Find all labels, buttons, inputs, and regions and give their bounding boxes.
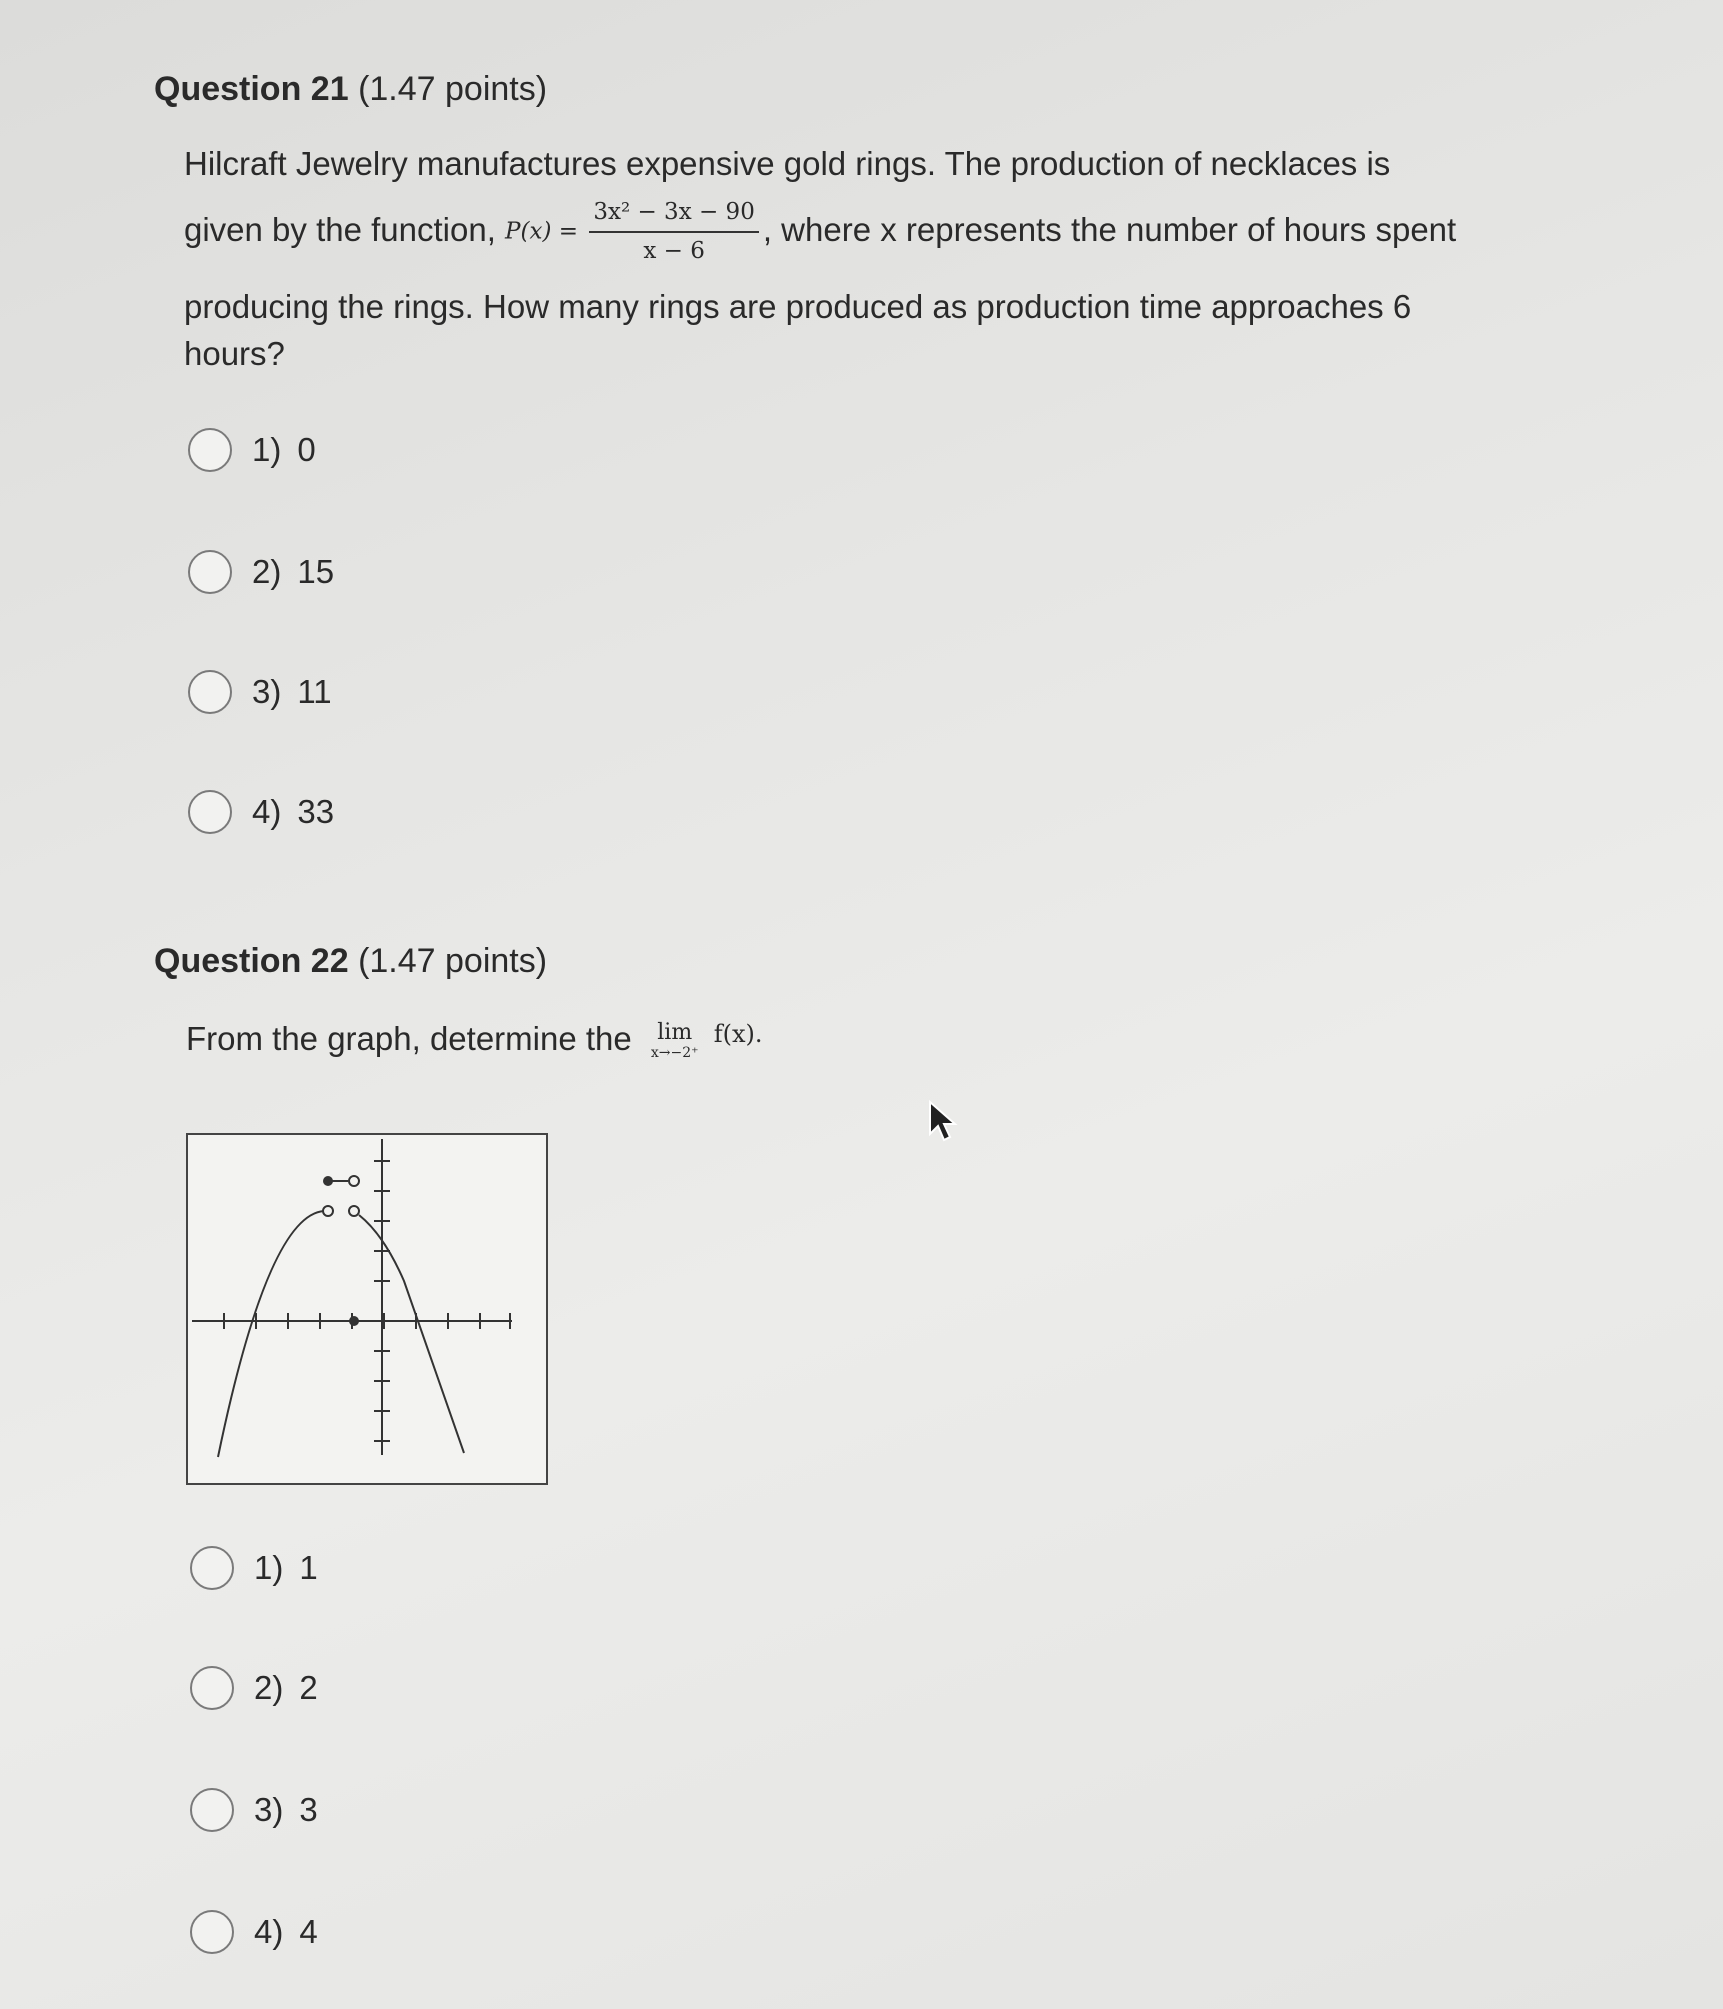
option-number: 1) (252, 431, 282, 468)
closed-point-axis (349, 1316, 359, 1326)
option-number: 4) (252, 793, 282, 830)
radio-button[interactable] (188, 790, 232, 834)
function-denominator: x − 6 (643, 238, 705, 265)
question-21-line-1: Hilcraft Jewelry manufactures expensive gold rings. The production of necklaces is (184, 145, 1391, 182)
option-value: 1 (299, 1549, 318, 1586)
option-number: 4) (254, 1913, 284, 1950)
option-value: 0 (297, 431, 316, 468)
question-21-line-2-post: , where x represents the number of hours spent (762, 210, 1457, 248)
option-value: 2 (299, 1669, 318, 1706)
question-21-heading (154, 70, 547, 109)
production-function (505, 196, 763, 269)
radio-button[interactable] (188, 550, 232, 594)
option-number: 1) (254, 1549, 284, 1586)
left-curve (218, 1211, 324, 1457)
option-number: 2) (252, 553, 282, 590)
q21-option-4[interactable] (188, 790, 334, 834)
limit-function: f(x). (713, 1020, 763, 1048)
question-22-number: Question 22 (154, 942, 349, 980)
open-point-left (323, 1206, 333, 1216)
function-graph (186, 1133, 548, 1485)
question-21-text (184, 140, 1484, 378)
limit-expression (651, 1020, 699, 1061)
question-22-text (186, 1020, 763, 1061)
question-21-line-3: producing the rings. How many rings are produced as production time approaches 6 (184, 287, 1412, 325)
option-number: 3) (252, 673, 282, 710)
option-value: 11 (297, 673, 332, 710)
question-22-points: (1.47 points) (358, 942, 548, 980)
question-21-line-4: hours? (184, 335, 285, 373)
graph-plot (188, 1135, 546, 1483)
option-value: 3 (299, 1791, 318, 1828)
option-number: 3) (254, 1791, 284, 1828)
q22-option-1[interactable] (190, 1546, 318, 1590)
limit-word: lim (657, 1020, 693, 1045)
q22-option-2[interactable] (190, 1666, 318, 1710)
radio-button[interactable] (190, 1910, 234, 1954)
question-21-line-2 (184, 196, 1484, 269)
limit-subscript: x→−2⁺ (650, 1045, 699, 1061)
radio-button[interactable] (188, 428, 232, 472)
option-value: 33 (297, 793, 335, 830)
open-point-right (349, 1206, 359, 1216)
function-numerator: 3x² − 3x − 90 (589, 196, 758, 233)
function-fraction (589, 196, 758, 269)
mouse-cursor-icon (928, 1100, 960, 1144)
radio-button[interactable] (190, 1546, 234, 1590)
question-22-heading (154, 942, 547, 981)
radio-button[interactable] (190, 1666, 234, 1710)
q21-option-2[interactable] (188, 550, 334, 594)
q21-option-1[interactable] (188, 428, 316, 472)
function-name: P(x) = (505, 218, 579, 245)
option-value: 15 (297, 553, 335, 590)
radio-button[interactable] (190, 1788, 234, 1832)
question-21-number: Question 21 (154, 70, 349, 108)
option-value: 4 (299, 1913, 318, 1950)
option-number: 2) (254, 1669, 284, 1706)
question-21-points: (1.47 points) (358, 70, 548, 108)
q22-option-4[interactable] (190, 1910, 318, 1954)
question-21-line-2-pre: given by the function, (184, 210, 496, 248)
q21-option-3[interactable] (188, 670, 332, 714)
question-22-prompt: From the graph, determine the (186, 1020, 632, 1057)
q22-option-3[interactable] (190, 1788, 318, 1832)
open-point-top (349, 1176, 359, 1186)
radio-button[interactable] (188, 670, 232, 714)
